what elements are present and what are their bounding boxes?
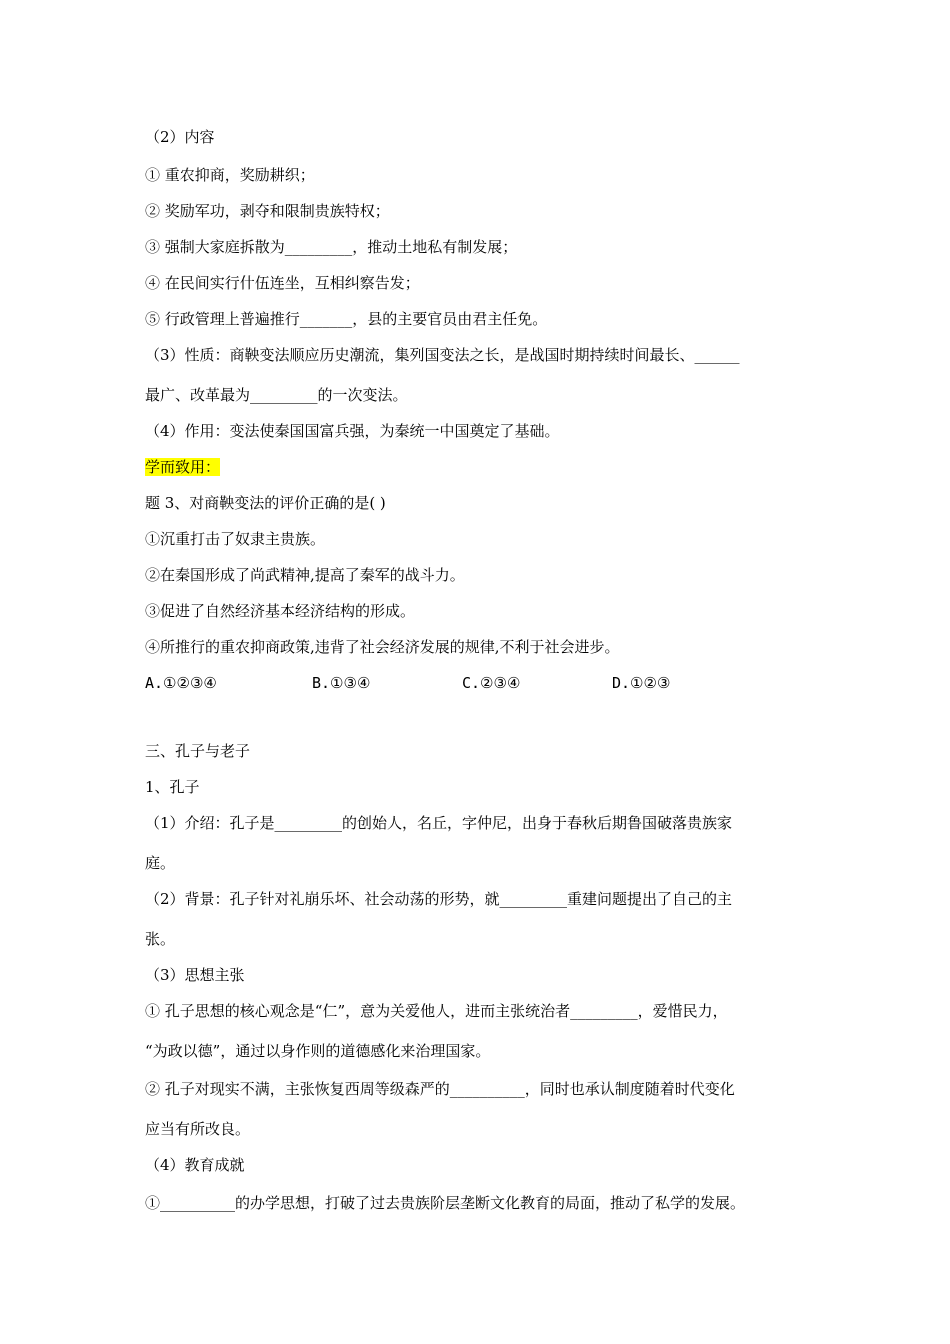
option-d: D.①②③ [612, 674, 671, 692]
education-item-1: ①__________的办学思想，打破了过去贵族阶层垄断文化教育的局面，推动了私学的发展。 [145, 1194, 746, 1212]
nature-line-2: 最广、改革最为_________的一次变法。 [145, 386, 408, 404]
question-statement-1: ①沉重打击了奴隶主贵族。 [145, 530, 326, 548]
thought-heading: （3）思想主张 [145, 966, 245, 984]
question-statement-2: ②在秦国形成了尚武精神,提高了秦军的战斗力。 [145, 566, 465, 584]
question-statement-3: ③促进了自然经济基本经济结构的形成。 [145, 602, 416, 620]
option-b: B.①③④ [312, 674, 371, 692]
option-a: A.①②③④ [145, 674, 217, 692]
subsection-confucius: 1、孔子 [145, 778, 200, 796]
education-heading: （4）教育成就 [145, 1156, 245, 1174]
thought-item-1-line-1: ① 孔子思想的核心观念是“仁”，意为关爱他人，进而主张统治者_________，爱惜民力， [145, 1002, 728, 1020]
practice-heading-row [145, 457, 220, 477]
thought-item-1-line-2: “为政以德”，通过以身作则的道德感化来治理国家。 [145, 1042, 491, 1060]
content-item-2: ② 奖励军功，剥夺和限制贵族特权； [145, 202, 390, 220]
intro-line-1: （1）介绍：孔子是_________的创始人，名丘，字仲尼，出身于春秋后期鲁国破落贵族家 [145, 814, 733, 832]
heading-content: （2）内容 [145, 128, 215, 146]
question-3: 题 3、对商鞅变法的评价正确的是( ) [145, 494, 386, 512]
content-item-3: ③ 强制大家庭拆散为_________，推动土地私有制发展； [145, 238, 518, 256]
practice-heading: 学而致用： [145, 458, 221, 476]
section-three-heading: 三、孔子与老子 [145, 742, 251, 760]
content-item-1: ① 重农抑商，奖励耕织； [145, 166, 315, 184]
intro-line-2: 庭。 [145, 854, 176, 872]
background-line-2: 张。 [145, 930, 176, 948]
content-item-4: ④ 在民间实行什伍连坐，互相纠察告发； [145, 274, 420, 292]
nature-line-1: （3）性质：商鞅变法顺应历史潮流，集列国变法之长，是战国时期持续时间最长、______ [145, 346, 740, 364]
thought-item-2-line-2: 应当有所改良。 [145, 1120, 251, 1138]
thought-item-2-line-1: ② 孔子对现实不满，主张恢复西周等级森严的__________，同时也承认制度随着时代变化 [145, 1080, 735, 1098]
option-c: C.②③④ [462, 674, 521, 692]
content-item-5: ⑤ 行政管理上普遍推行_______，县的主要官员由君主任免。 [145, 310, 548, 328]
background-line-1: （2）背景：孔子针对礼崩乐坏、社会动荡的形势，就_________重建问题提出了自己的主 [145, 890, 733, 908]
effect-line: （4）作用：变法使秦国国富兵强，为秦统一中国奠定了基础。 [145, 422, 560, 440]
question-statement-4: ④所推行的重农抑商政策,违背了社会经济发展的规律,不利于社会进步。 [145, 638, 620, 656]
